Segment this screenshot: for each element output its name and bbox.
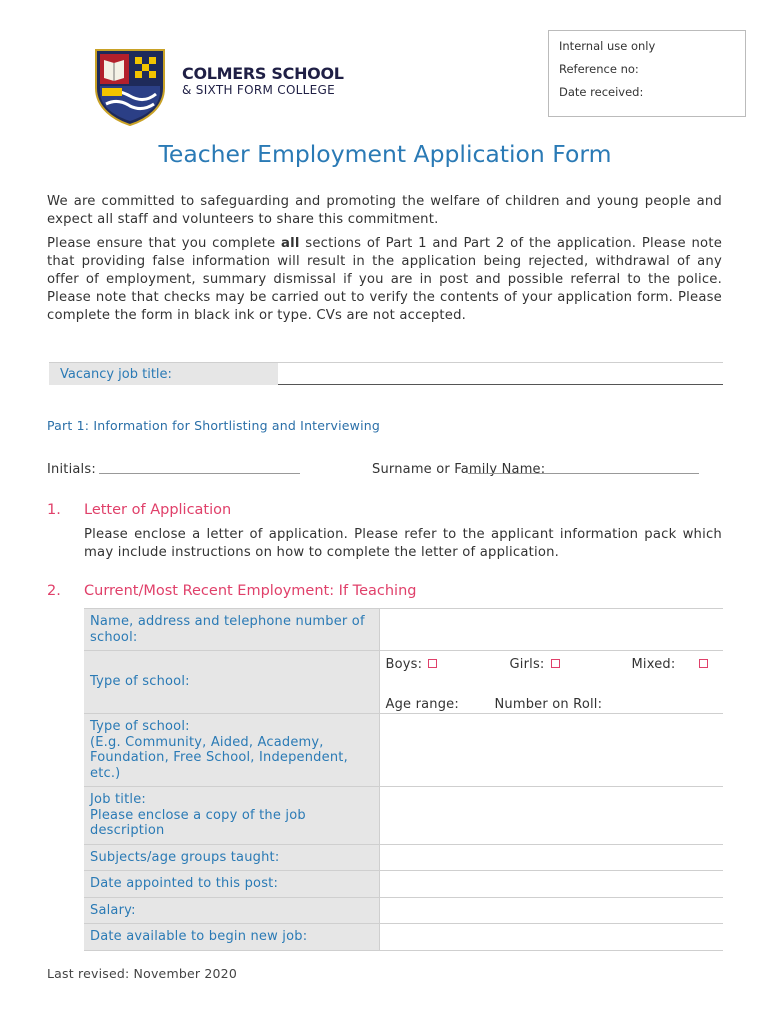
salary-label: Salary: — [84, 897, 379, 924]
boys-checkbox[interactable] — [428, 659, 437, 668]
section1-number: 1. — [47, 502, 61, 518]
girls-checkbox[interactable] — [551, 659, 560, 668]
table-row — [84, 651, 723, 714]
school-name-label: Name, address and telephone number of school: — [84, 609, 379, 651]
surname-input[interactable] — [468, 473, 699, 474]
school-name: COLMERS SCHOOL — [182, 64, 344, 83]
intro-paragraph-1: We are committed to safeguarding and promoting the welfare of children and young people and expect all staff and volunteers to share this commitment. — [47, 194, 722, 227]
initials-input[interactable] — [99, 473, 300, 474]
table-row — [84, 897, 723, 924]
section1-text: Please enclose a letter of application. Please refer to the applicant information pack which may include instructions on how to complete the letter of application. — [84, 527, 722, 560]
internal-use-label: Internal use only — [559, 39, 656, 53]
type-of-school-examples: (E.g. Community, Aided, Academy, Foundation, Free School, Independent, etc.) — [90, 734, 348, 781]
job-title-input[interactable] — [379, 787, 723, 845]
initials-label: Initials: — [47, 462, 96, 477]
reference-no-label: Reference no: — [559, 62, 639, 76]
vacancy-input[interactable] — [278, 362, 723, 385]
last-revised-footer: Last revised: November 2020 — [47, 966, 237, 981]
job-description-note: Please enclose a copy of the job description — [90, 807, 306, 838]
part1-heading: Part 1: Information for Shortlisting and Interviewing — [47, 418, 381, 433]
date-appointed-label: Date appointed to this post: — [84, 871, 379, 898]
table-row — [84, 871, 723, 898]
job-title-label — [84, 787, 379, 845]
type-of-school-label: Type of school: — [84, 651, 379, 714]
salary-input[interactable] — [379, 897, 723, 924]
section1-heading: Letter of Application — [84, 502, 232, 518]
internal-use-box — [548, 30, 746, 117]
vacancy-row — [49, 362, 723, 385]
date-received-label: Date received: — [559, 85, 644, 99]
intro-bold-text: all — [281, 236, 300, 251]
type-of-school-input[interactable] — [379, 714, 723, 787]
employment-table — [84, 608, 723, 951]
mixed-label: Mixed: — [631, 657, 676, 672]
vacancy-label: Vacancy job title: — [49, 362, 278, 385]
mixed-option[interactable] — [632, 657, 709, 673]
date-appointed-input[interactable] — [379, 871, 723, 898]
job-title-text: Job title: — [90, 792, 146, 807]
table-row — [84, 609, 723, 651]
intro-text: sections of Part 1 and Part 2 of the application. Please note that providing false information will result in the application being rejected, withdrawal of any offer of employment, summary dismissal if you are in post and possible referral to the police. Please note that checks may be carried out to verify the contents of your application form. Please complete the form in black ink or type. CVs are not accepted. — [47, 236, 723, 323]
mixed-checkbox[interactable] — [699, 659, 708, 668]
table-row — [84, 787, 723, 845]
subjects-label: Subjects/age groups taught: — [84, 844, 379, 871]
table-row — [84, 714, 723, 787]
subjects-input[interactable] — [379, 844, 723, 871]
date-available-input[interactable] — [379, 924, 723, 951]
school-crest-icon — [94, 48, 166, 126]
girls-option[interactable] — [510, 657, 560, 673]
intro-text: Please ensure that you complete — [47, 236, 282, 251]
surname-label: Surname or Family Name: — [372, 462, 546, 477]
girls-label: Girls: — [509, 657, 545, 672]
date-available-label: Date available to begin new job: — [84, 924, 379, 951]
school-name-input[interactable] — [379, 609, 723, 651]
section2-number: 2. — [47, 583, 61, 599]
school-logo — [94, 48, 349, 126]
table-row — [84, 844, 723, 871]
boys-label: Boys: — [385, 657, 423, 672]
age-range-label: Age range: — [385, 697, 459, 712]
school-type-cell — [379, 651, 723, 714]
table-row — [84, 924, 723, 951]
type-of-school-detail-label — [84, 714, 379, 787]
section2-heading: Current/Most Recent Employment: If Teaching — [84, 583, 417, 599]
school-subtitle: & SIXTH FORM COLLEGE — [182, 83, 336, 97]
boys-option[interactable] — [386, 657, 438, 673]
number-on-roll-label: Number on Roll: — [494, 697, 603, 712]
page-title: Teacher Employment Application Form — [158, 140, 612, 168]
type-of-school-title: Type of school: — [90, 719, 190, 734]
intro-paragraph-2 — [47, 235, 722, 325]
